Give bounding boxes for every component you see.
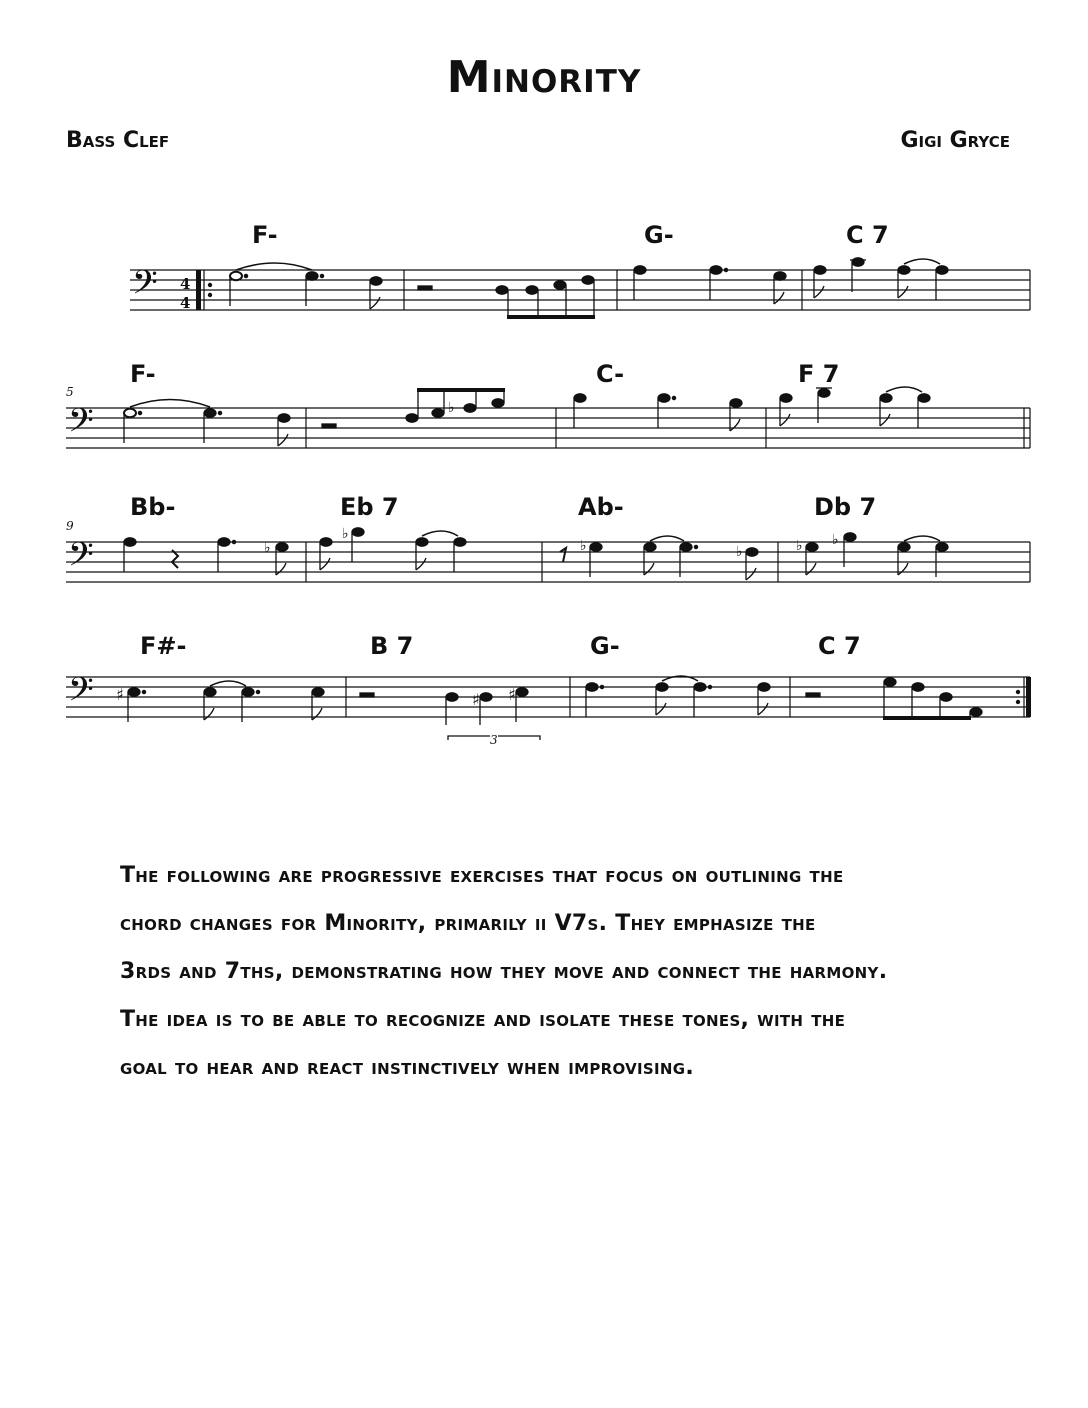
repeat-end-bar xyxy=(1026,677,1031,717)
svg-text:♭: ♭ xyxy=(448,400,455,416)
svg-text:♯: ♯ xyxy=(116,685,124,704)
chord-symbol: C 7 xyxy=(818,632,861,660)
composer-name: Gigi Gryce xyxy=(900,128,1010,153)
measure-number: 9 xyxy=(66,519,74,533)
chord-symbol: C 7 xyxy=(846,221,889,249)
chord-symbol: G- xyxy=(590,632,620,660)
time-signature-top: 4 xyxy=(180,275,191,293)
staff-system-2 xyxy=(66,360,1030,448)
staff-system-1 xyxy=(130,221,1030,319)
bass-clef-icon: 𝄢 xyxy=(68,536,94,582)
description-line: 3rds and 7ths, demonstrating how they move and connect the harmony. xyxy=(120,959,888,984)
svg-text:♭: ♭ xyxy=(264,540,271,556)
svg-text:♭: ♭ xyxy=(796,538,803,554)
page-title: Minority xyxy=(446,52,642,103)
tuplet-number: 3 xyxy=(490,733,498,747)
bass-clef-icon: 𝄢 xyxy=(68,671,94,717)
chord-symbol: C- xyxy=(596,360,625,388)
chord-symbol: F- xyxy=(252,221,278,249)
repeat-start-bar xyxy=(196,270,201,310)
description-line: The following are progressive exercises that focus on outlining the xyxy=(120,863,844,888)
bass-clef-icon: 𝄢 xyxy=(132,264,158,310)
chord-symbol: F#- xyxy=(140,632,187,660)
half-rest xyxy=(418,286,432,290)
svg-text:♭: ♭ xyxy=(342,526,349,542)
chord-symbol: Bb- xyxy=(130,493,176,521)
chord-symbol: B 7 xyxy=(370,632,414,660)
svg-text:♯: ♯ xyxy=(472,690,480,709)
time-signature-bottom: 4 xyxy=(180,294,191,312)
chord-symbol: F 7 xyxy=(798,360,840,388)
description-line: chord changes for Minority, primarily ii V7s. They emphasize the xyxy=(120,911,816,936)
svg-text:♭: ♭ xyxy=(736,544,743,560)
description-line: The idea is to be able to recognize and isolate these tones, with the xyxy=(120,1007,846,1032)
svg-text:♯: ♯ xyxy=(508,685,516,704)
exercise-description xyxy=(120,852,990,1092)
staff-system-3 xyxy=(66,493,1030,582)
description-line: goal to hear and react instinctively when improvising. xyxy=(120,1055,695,1080)
svg-text:♭: ♭ xyxy=(832,532,839,548)
chord-symbol: F- xyxy=(130,360,156,388)
svg-text:♭: ♭ xyxy=(580,538,587,554)
staff-system-4 xyxy=(66,632,1031,747)
chord-symbol: Db 7 xyxy=(814,493,877,521)
measure-number: 5 xyxy=(66,385,74,399)
chord-symbol: Eb 7 xyxy=(340,493,399,521)
clef-label: Bass Clef xyxy=(66,128,170,153)
bass-clef-icon: 𝄢 xyxy=(68,402,94,448)
chord-symbol: G- xyxy=(644,221,674,249)
chord-symbol: Ab- xyxy=(578,493,624,521)
